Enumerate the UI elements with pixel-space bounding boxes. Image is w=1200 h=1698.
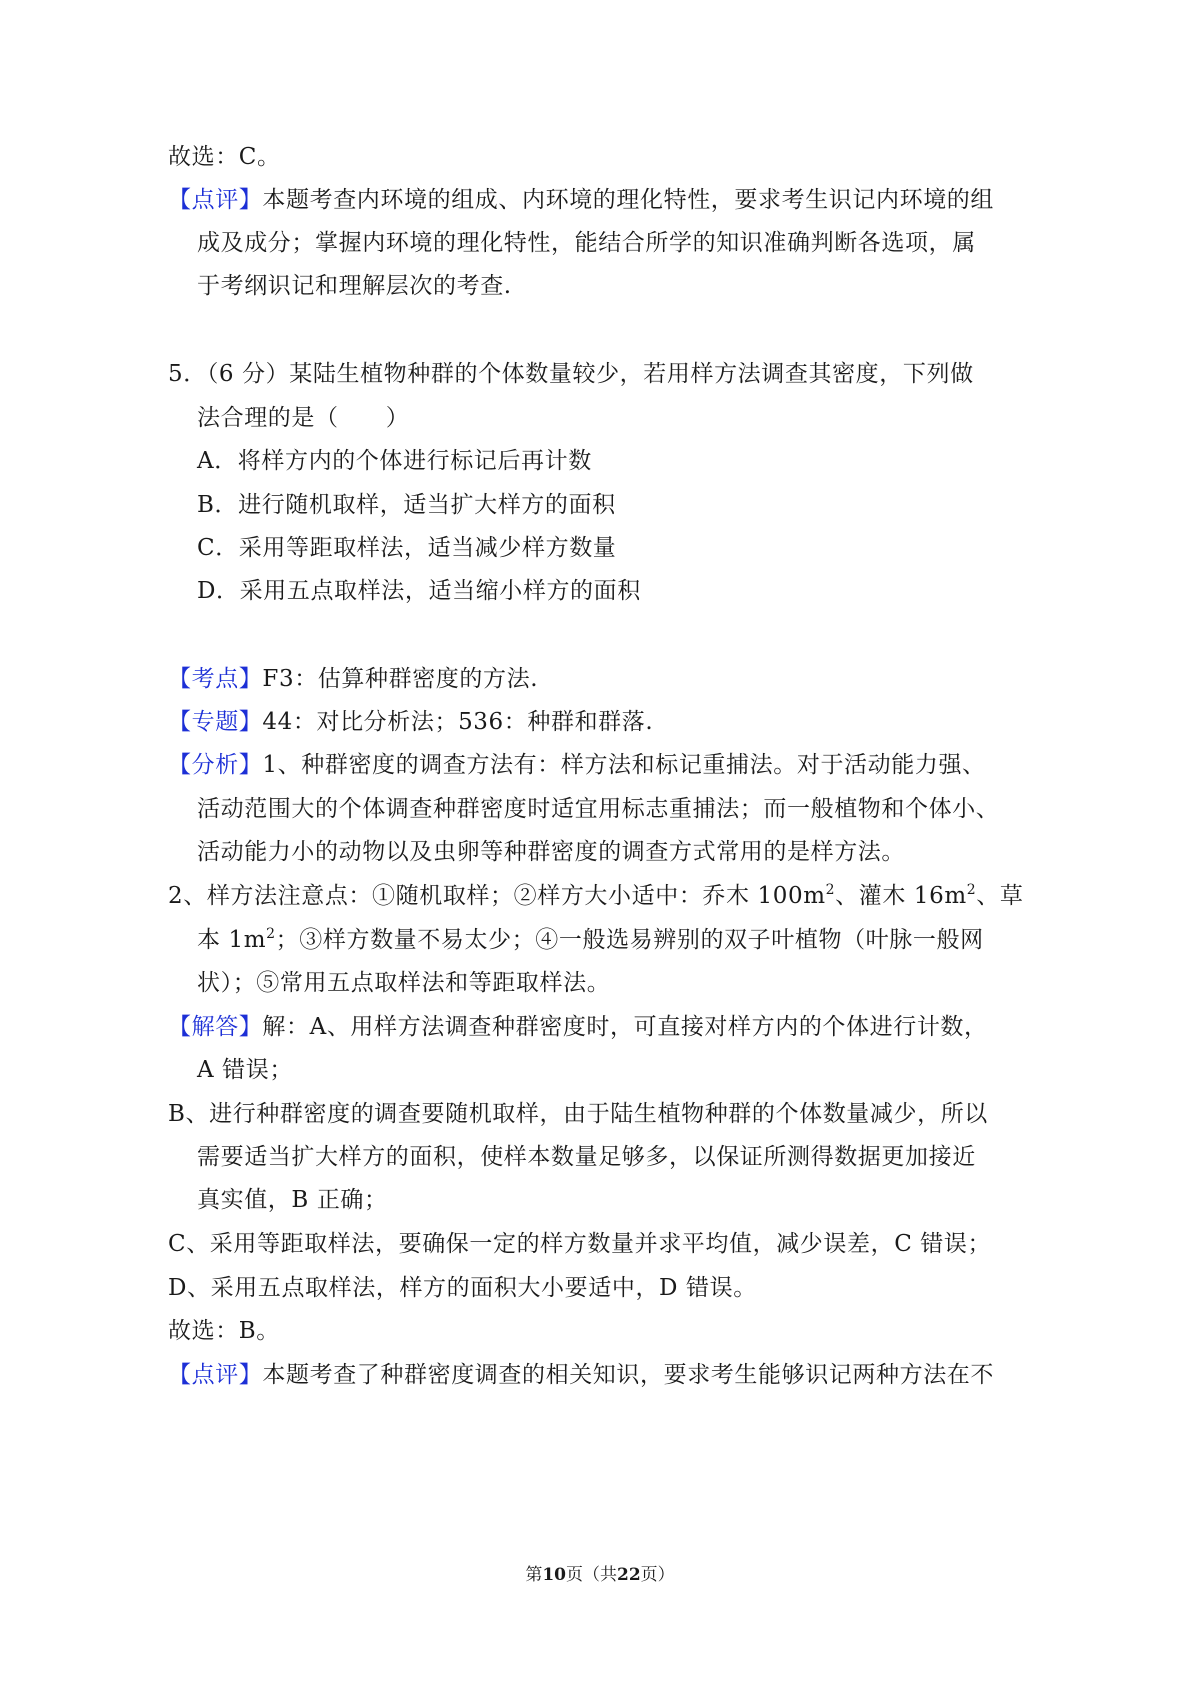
jieda-line-5: 真实值，B 正确； xyxy=(197,1187,388,1213)
prev-comment-line-1: 【点评】本题考查内环境的组成、内环境的理化特性，要求考生识记内环境的组 xyxy=(168,187,995,213)
zhuanti-line: 【专题】44：对比分析法；536：种群和群落. xyxy=(168,709,654,735)
option-c: C．采用等距取样法，适当减少样方数量 xyxy=(197,535,617,561)
dianping-tag: 【点评】 xyxy=(168,1362,263,1388)
fenxi-point2-line-2: 本 $1m^2$；③样方数量不易太少；④一般选易辨别的双子叶植物（叶脉一般网 xyxy=(197,926,984,953)
jieda-line-2: A 错误； xyxy=(197,1057,293,1083)
fenxi-point2-line-1: 2、样方法注意点：①随机取样；②样方大小适中：乔木 $100m^2$、灌木 $16m^2$、草 xyxy=(168,882,1024,909)
comment-tag: 【点评】 xyxy=(168,187,263,213)
prev-answer: 故选：C。 xyxy=(168,144,281,170)
fenxi-point2-line-3: 状）；⑤常用五点取样法和等距取样法。 xyxy=(197,970,611,996)
page-number: 10 xyxy=(542,1565,566,1585)
jieda-line-7: D、采用五点取样法，样方的面积大小要适中，D 错误。 xyxy=(168,1275,757,1301)
jieda-line-4: 需要适当扩大样方的面积，使样本数量足够多，以保证所测得数据更加接近 xyxy=(197,1144,976,1170)
prev-comment-line-3: 于考纲识记和理解层次的考查. xyxy=(197,273,512,299)
fenxi-line-2: 活动范围大的个体调查种群密度时适宜用标志重捕法；而一般植物和个体小、 xyxy=(197,796,1000,822)
page-footer: 第10页（共22页） xyxy=(525,1565,675,1585)
option-a: A．将样方内的个体进行标记后再计数 xyxy=(197,448,592,474)
zhuanti-tag: 【专题】 xyxy=(168,709,263,735)
fenxi-line-3: 活动能力小的动物以及虫卵等种群密度的调查方式常用的是样方法。 xyxy=(197,839,905,865)
jieda-line-1: 【解答】解：A、用样方法调查种群密度时，可直接对样方内的个体进行计数， xyxy=(168,1014,988,1040)
option-d: D．采用五点取样法，适当缩小样方的面积 xyxy=(197,578,641,604)
kaodian-tag: 【考点】 xyxy=(168,666,263,692)
question-stem-line-1: 5．（6 分）某陆生植物种群的个体数量较少，若用样方法调查其密度，下列做 xyxy=(168,361,974,387)
final-answer: 故选：B。 xyxy=(168,1318,280,1344)
jieda-tag: 【解答】 xyxy=(168,1014,263,1040)
question-stem-line-2: 法合理的是（ ） xyxy=(197,405,410,431)
fenxi-tag: 【分析】 xyxy=(168,752,263,778)
kaodian-line: 【考点】F3：估算种群密度的方法. xyxy=(168,666,539,692)
dianping-line: 【点评】本题考查了种群密度调查的相关知识，要求考生能够识记两种方法在不 xyxy=(168,1362,995,1388)
page-total: 22 xyxy=(617,1565,641,1585)
option-b: B．进行随机取样，适当扩大样方的面积 xyxy=(197,492,616,518)
jieda-line-3: B、进行种群密度的调查要随机取样，由于陆生植物种群的个体数量减少，所以 xyxy=(168,1101,988,1127)
fenxi-line-1: 【分析】1、种群密度的调查方法有：样方法和标记重捕法。对于活动能力强、 xyxy=(168,752,986,778)
prev-comment-line-2: 成及成分；掌握内环境的理化特性，能结合所学的知识准确判断各选项，属 xyxy=(197,230,976,256)
jieda-line-6: C、采用等距取样法，要确保一定的样方数量并求平均值，减少误差，C 错误； xyxy=(168,1231,992,1257)
